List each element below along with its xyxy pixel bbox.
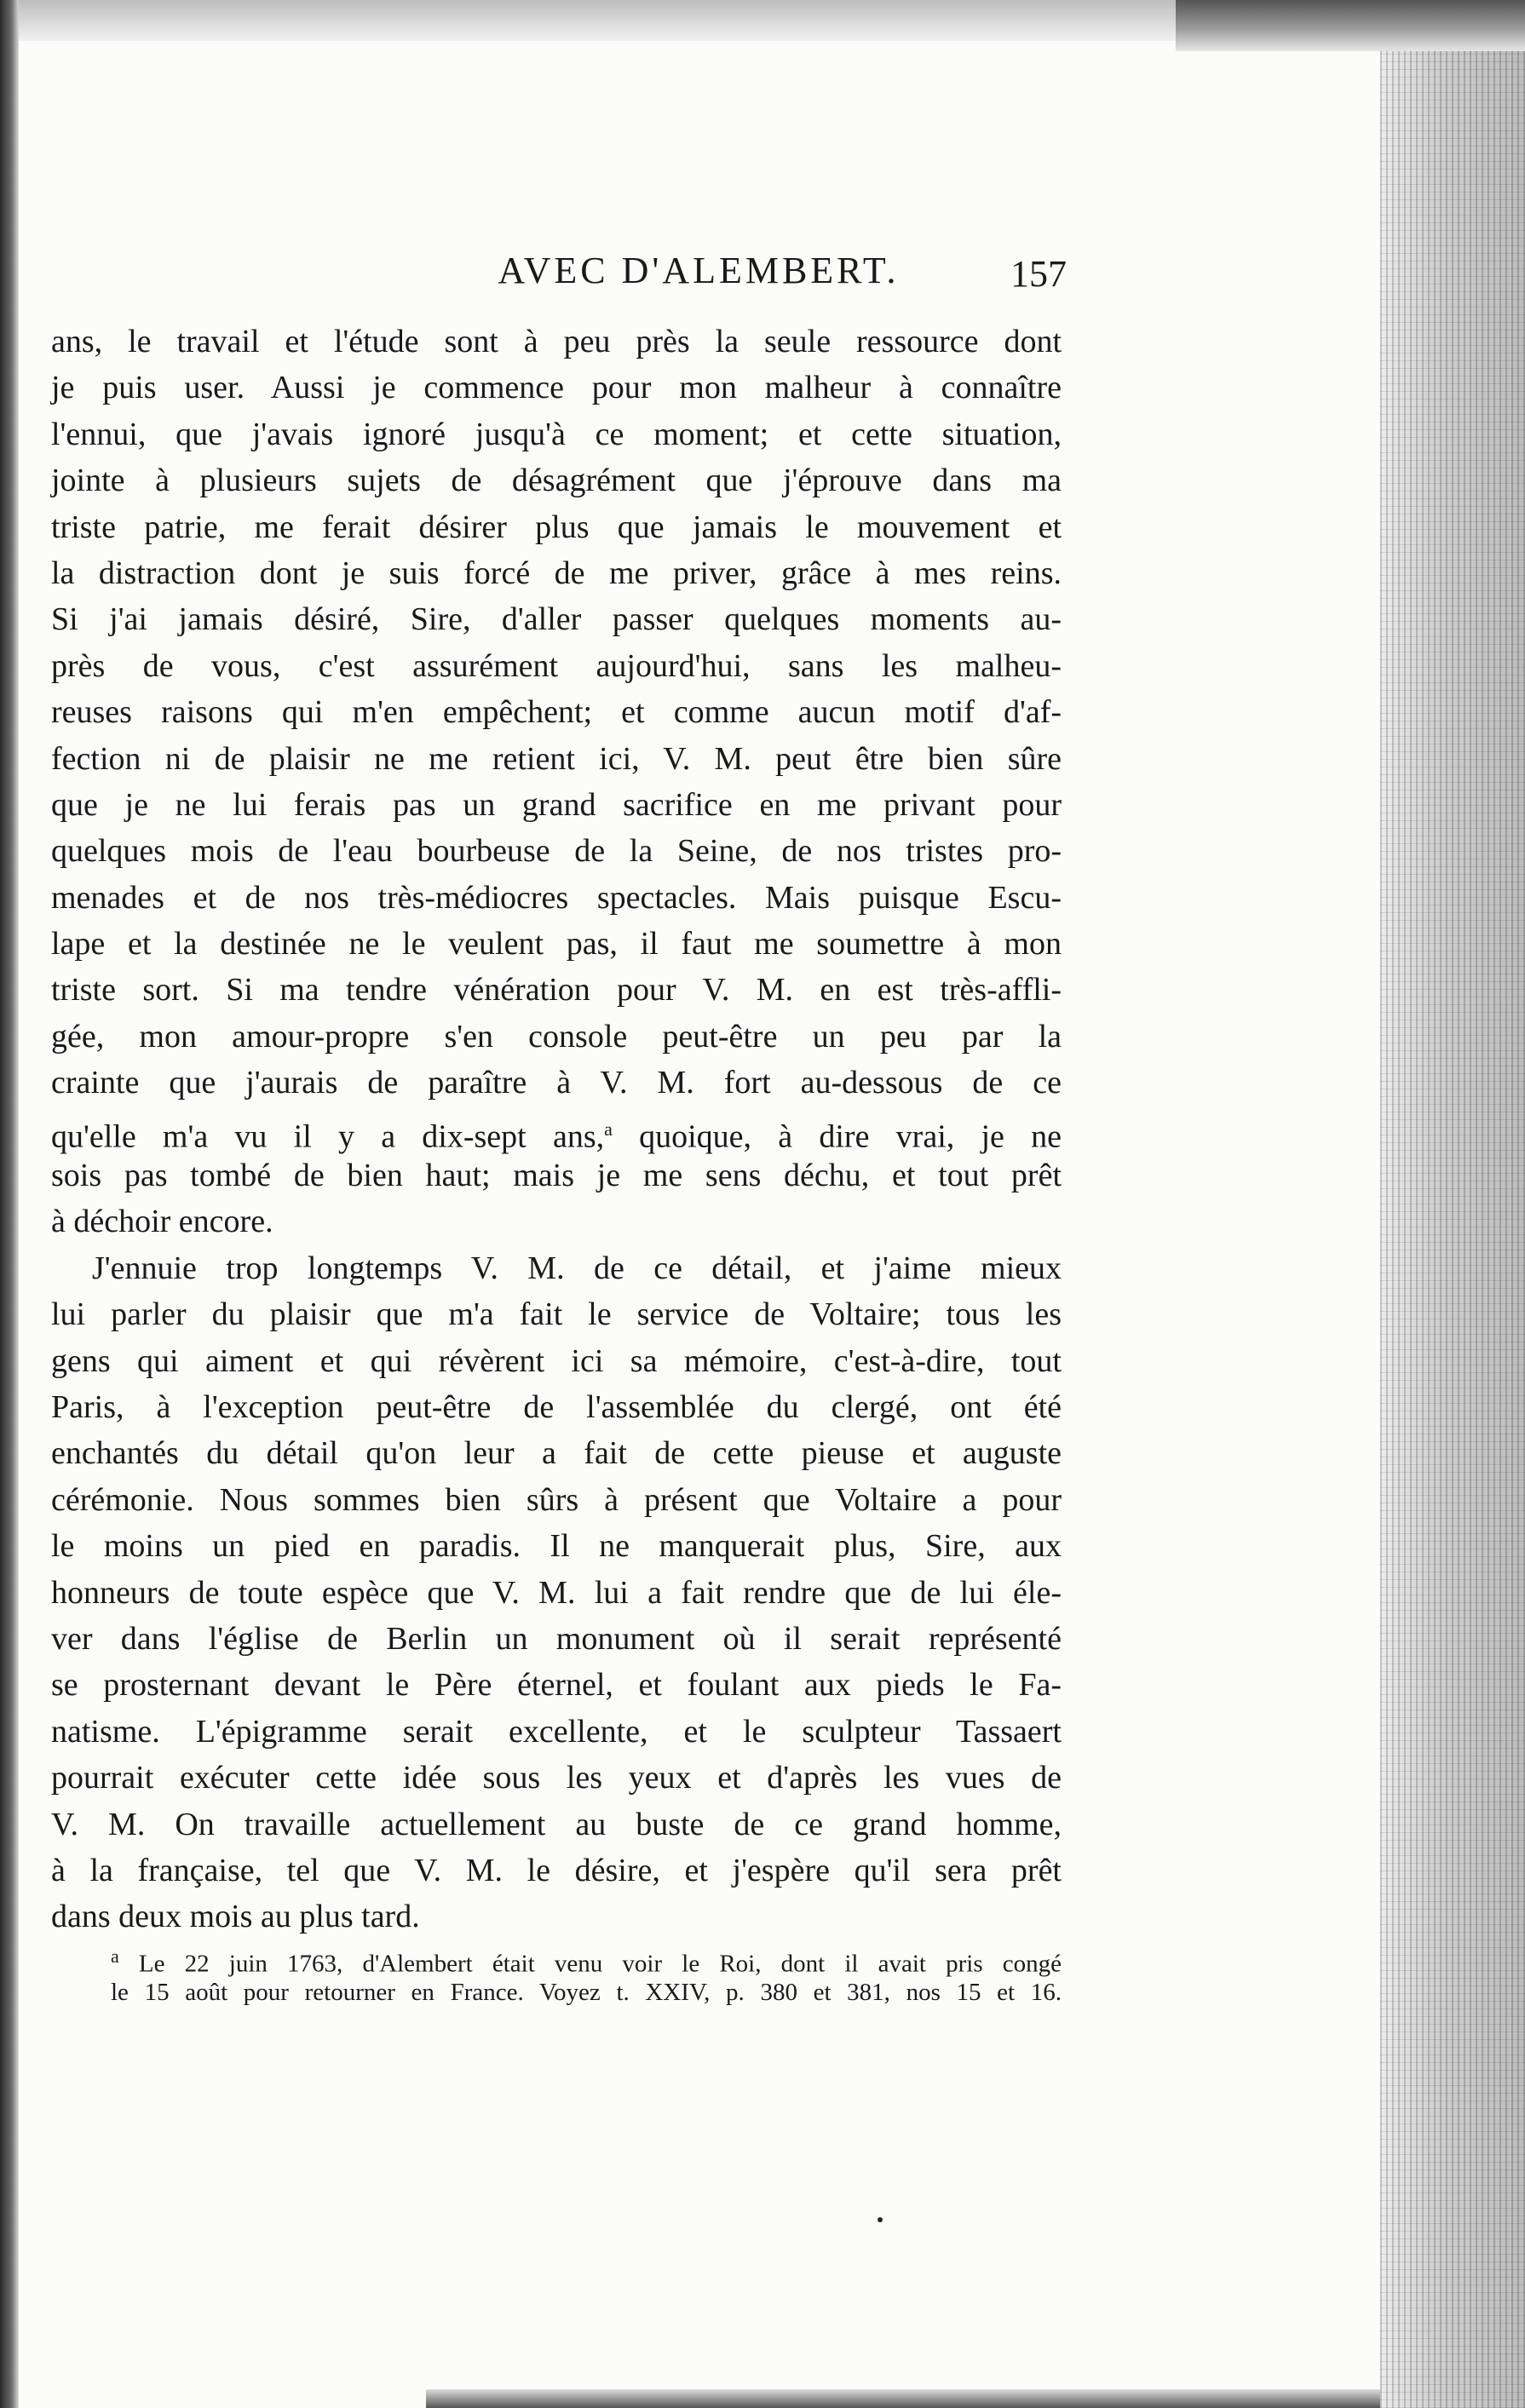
text-line-with-footnote-ref	[51, 1106, 1062, 1155]
text-line: gens qui aiment et qui révèrent ici sa mémoire, c'est-à-dire, tout	[51, 1342, 1062, 1379]
text-line: que je ne lui ferais pas un grand sacrifice en me privant pour	[51, 786, 1062, 823]
text-segment: qu'elle m'a vu il y a dix-sept ans,	[51, 1118, 605, 1155]
scan-binding-edge	[0, 0, 19, 2408]
text-line: à la française, tel que V. M. le désire, et j'espère qu'il sera prêt	[51, 1852, 1062, 1888]
scan-speck	[878, 2217, 883, 2222]
text-line: lui parler du plaisir que m'a fait le service de Voltaire; tous les	[51, 1296, 1062, 1333]
text-line: gée, mon amour-propre s'en console peut-être un peu par la	[51, 1018, 1062, 1055]
footnote-reference: a	[604, 1118, 613, 1140]
scan-right-margin-noise	[1380, 51, 1525, 2408]
text-line: crainte que j'aurais de paraître à V. M. fort au-dessous de ce	[51, 1065, 1062, 1101]
text-line: J'ennuie trop longtemps V. M. de ce détail, et j'aime mieux	[92, 1250, 1062, 1286]
text-line: le moins un pied en paradis. Il ne manquerait plus, Sire, aux	[51, 1528, 1062, 1565]
text-line: l'ennui, que j'avais ignoré jusqu'à ce moment; et cette situation,	[51, 416, 1062, 452]
text-line: ver dans l'église de Berlin un monument où il serait représenté	[51, 1620, 1062, 1657]
page-number: 157	[1010, 253, 1067, 295]
text-line: honneurs de toute espèce que V. M. lui a fait rendre que de lui éle-	[51, 1574, 1062, 1611]
scan-top-right-shadow	[1176, 0, 1525, 51]
text-line: cérémonie. Nous sommes bien sûrs à présent que Voltaire a pour	[51, 1481, 1062, 1518]
text-line: sois pas tombé de bien haut; mais je me sens déchu, et tout prêt	[51, 1158, 1062, 1194]
text-line: lape et la destinée ne le veulent pas, il faut me soumettre à mon	[51, 926, 1062, 963]
text-line: enchantés du détail qu'on leur a fait de cette pieuse et auguste	[51, 1435, 1062, 1472]
text-line: Paris, à l'exception peut-être de l'assemblée du clergé, ont été	[51, 1388, 1062, 1425]
text-line: près de vous, c'est assurément aujourd'hui, sans les malheu-	[51, 647, 1062, 684]
footnote-marker: a	[111, 1945, 119, 1967]
running-head: AVEC D'ALEMBERT.	[498, 250, 900, 291]
text-line: dans deux mois au plus tard.	[51, 1899, 420, 1935]
footnote-text: Le 22 juin 1763, d'Alembert était venu voir le Roi, dont il avait pris congé	[118, 1950, 1062, 1978]
text-line: natisme. L'épigramme serait excellente, et le sculpteur Tassaert	[51, 1713, 1062, 1750]
text-line: reuses raisons qui m'en empêchent; et comme aucun motif d'af-	[51, 694, 1062, 731]
text-line: à déchoir encore.	[51, 1204, 273, 1240]
text-line: menades et de nos très-médiocres spectacles. Mais puisque Escu-	[51, 879, 1062, 916]
text-line: Si j'ai jamais désiré, Sire, d'aller passer quelques moments au-	[51, 601, 1062, 638]
footnote-line	[111, 1939, 1062, 1978]
text-segment: quoique, à dire vrai, je ne	[612, 1118, 1062, 1155]
text-line: triste sort. Si ma tendre vénération pour V. M. en est très-affli-	[51, 972, 1062, 1009]
text-line: la distraction dont je suis forcé de me priver, grâce à mes reins.	[51, 555, 1062, 591]
scan-bottom-edge	[426, 2389, 1380, 2408]
text-line: triste patrie, me ferait désirer plus que jamais le mouvement et	[51, 509, 1062, 545]
text-line: jointe à plusieurs sujets de désagrément que j'éprouve dans ma	[51, 463, 1062, 499]
text-line: V. M. On travaille actuellement au buste de ce grand homme,	[51, 1806, 1062, 1842]
text-line: je puis user. Aussi je commence pour mon malheur à connaître	[51, 370, 1062, 406]
text-line: ans, le travail et l'étude sont à peu près la seule ressource dont	[51, 324, 1062, 359]
body-text	[51, 319, 1062, 1940]
text-line: fection ni de plaisir ne me retient ici, V. M. peut être bien sûre	[51, 740, 1062, 777]
text-line: quelques mois de l'eau bourbeuse de la Seine, de nos tristes pro-	[51, 833, 1062, 870]
text-line: se prosternant devant le Père éternel, et foulant aux pieds le Fa-	[51, 1667, 1062, 1704]
footnote	[111, 1939, 1062, 2010]
footnote-line: le 15 août pour retourner en France. Voyez t. XXIV, p. 380 et 381, nos 15 et 16.	[111, 1979, 1062, 2006]
text-line: pourrait exécuter cette idée sous les yeux et d'après les vues de	[51, 1760, 1062, 1796]
